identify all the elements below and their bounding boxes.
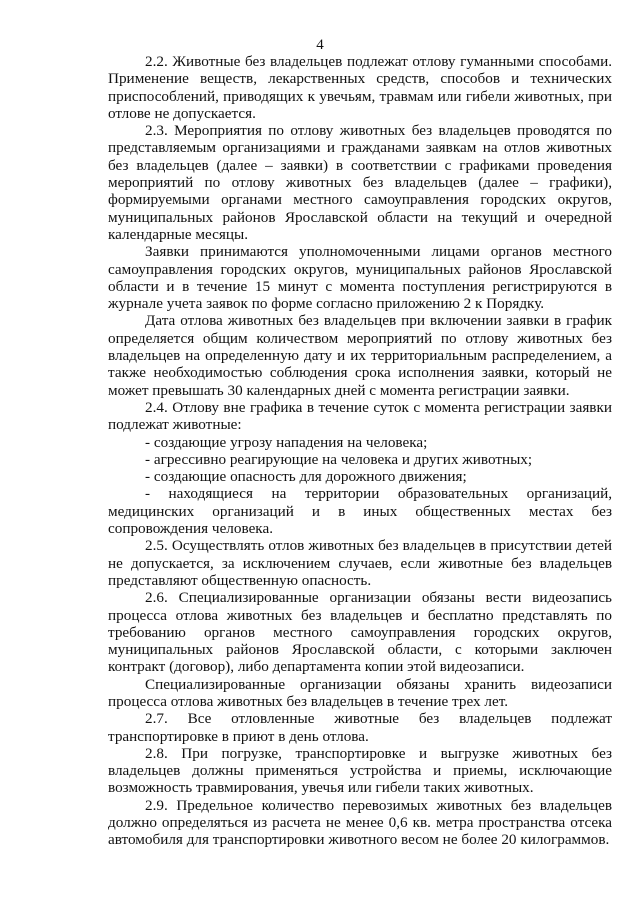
list-item-aggressive: - агрессивно реагирующие на человека и других животных; [145, 450, 533, 468]
paragraph-2-8: 2.8. При погрузке, транспортировке и выгрузке животных без владельцев должны применяться устройства и приемы, исключающие возможность травмирования, увечья или гибели таких животных. [108, 744, 612, 797]
page-number: 4 [316, 37, 324, 53]
paragraph-2-2: 2.2. Животные без владельцев подлежат отлову гуманными способами. Применение веществ, лекарственных средств, способов и технических приспособлений, приводящих к увечьям, травмам или гибели животных, при отлове не допускается. [108, 53, 612, 122]
list-item-public-places: - находящиеся на территории образовательных организаций, медицинских организаций и в иных общественных местах без сопровождения человека. [108, 485, 612, 538]
paragraph-2-5: 2.5. Осуществлять отлов животных без владельцев в присутствии детей не допускается, за исключением случаев, если животные без владельцев представляют общественную опасность. [108, 537, 612, 589]
paragraph-video-storage: Специализированные организации обязаны хранить видеозаписи процесса отлова животных без владельцев в течение трех лет. [108, 675, 612, 710]
paragraph-capture-date: Дата отлова животных без владельцев при включении заявки в график определяется общим количеством мероприятий по отлову животных без владельцев на определенную дату и их территориальным распределением, а также необходимостью соблюдения срока исполнения заявки, который не может превышать 30 календарных дней с момента регистрации заявки. [108, 312, 612, 399]
document-body [108, 53, 612, 849]
paragraph-2-7: 2.7. Все отловленные животные без владельцев подлежат транспортировке в приют в день отлова. [108, 710, 612, 745]
paragraph-applications: Заявки принимаются уполномоченными лицами органов местного самоуправления городских округов, муниципальных районов Ярославской области и в течение 15 минут с момента поступления регистрируются в журнале учета заявок по форме согласно приложению 2 к Порядку. [108, 243, 612, 313]
list-item-traffic-danger: - создающие опасность для дорожного движения; [145, 468, 467, 486]
paragraph-2-6: 2.6. Специализированные организации обязаны вести видеозапись процесса отлова животных без владельцев и бесплатно представлять по требованию органов местного самоуправления городских округов, муниципальных районов Ярославской области, с которыми заключен контракт (договор), либо департамента копии этой видеозаписи. [108, 589, 612, 676]
list-item-attack-threat: - создающие угрозу нападения на человека; [145, 433, 428, 451]
paragraph-2-4: 2.4. Отлову вне графика в течение суток с момента регистрации заявки подлежат животные: [108, 398, 612, 434]
paragraph-2-3: 2.3. Мероприятия по отлову животных без владельцев проводятся по представляемым организациями и гражданами заявкам на отлов животных без владельцев (далее – заявки) в соответствии с графиками проведения мероприятий по отлову животных без владельцев (далее – графики), формируемыми органами местного самоуправления городских округов, муниципальных районов Ярославской области на текущий и очередной календарные месяцы. [108, 122, 612, 243]
paragraph-2-9: 2.9. Предельное количество перевозимых животных без владельцев должно определяться из расчета не менее 0,6 кв. метра пространства отсека автомобиля для транспортировки животного весом не более 20 килограммов. [108, 796, 612, 849]
